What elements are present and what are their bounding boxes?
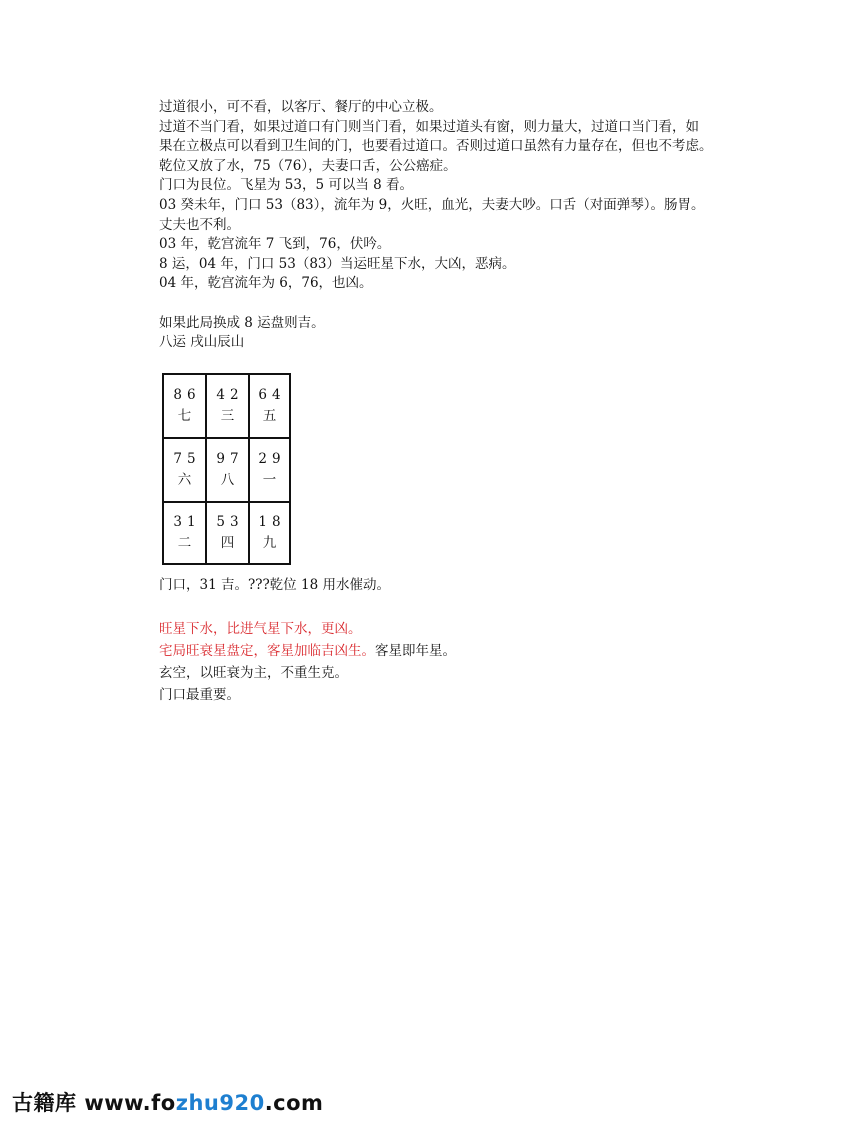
paragraph-line: 8 运，04 年，门口 53（83）当运旺星下水，大凶，恶病。 [159,255,516,272]
cell-palace: 二 [177,535,192,551]
paragraph-line: 03 癸未年，门口 53（83），流年为 9，火旺，血光，夫妻大吵。口舌（对面弹琴）。肠胃。 [159,196,705,213]
cell-palace: 四 [220,535,235,551]
paragraph-line: 丈夫也不利。 [159,216,240,233]
highlight-span: 宅局旺衰星盘定，客星加临吉凶生。 [159,643,375,659]
chart-cell [162,373,205,437]
chart-heading: 八运 戌山辰山 [159,334,245,351]
highlight-line: 旺星下水，比进气星下水，更凶。 [159,621,362,637]
paragraph-line: 门口最重要。 [159,687,240,703]
cell-stars: 64 [258,387,286,403]
url-accent: zhu920 [175,1091,265,1115]
paragraph-line: 03 年，乾宫流年 7 飞到，76，伏吟。 [159,236,391,253]
site-name: 古籍库 [12,1091,77,1115]
cell-palace: 三 [220,408,235,424]
chart-row [162,501,291,565]
paragraph-line: 如果此局换成 8 运盘则吉。 [159,314,325,331]
chart-cell [248,501,291,565]
cell-stars: 31 [173,514,201,530]
url-suffix: .com [264,1091,324,1115]
chart-cell [205,373,248,437]
body-text-bottom [159,574,719,706]
paragraph-line: 门口为艮位。飞星为 53，5 可以当 8 看。 [159,177,414,194]
cell-palace: 九 [262,535,277,551]
blank-line [159,596,719,618]
site-url [84,1091,323,1115]
cell-palace: 一 [262,472,277,488]
chart-cell [248,373,291,437]
paragraph-line: 04 年，乾宫流年为 6，76，也凶。 [159,275,373,292]
chart-cell [205,501,248,565]
chart-row [162,373,291,437]
plain-span: 客星即年星。 [375,643,456,659]
chart-row [162,437,291,501]
url-prefix: www.fo [84,1091,176,1115]
cell-stars: 18 [258,514,286,530]
body-text-top [159,98,719,353]
chart-cell [248,437,291,501]
cell-stars: 97 [216,451,244,467]
cell-palace: 六 [177,472,192,488]
cell-stars: 75 [173,451,201,467]
paragraph-line: 门口，31 吉。???乾位 18 用水催动。 [159,577,390,593]
cell-stars: 29 [258,451,286,467]
cell-palace: 七 [177,408,192,424]
paragraph-line: 过道不当门看，如果过道口有门则当门看，如果过道头有窗，则力量大，过道口当门看，如 [159,118,699,135]
flying-star-chart [162,373,291,565]
chart-cell [162,437,205,501]
cell-stars: 53 [216,514,244,530]
cell-stars: 86 [173,387,201,403]
cell-palace: 五 [262,408,277,424]
cell-palace: 八 [220,472,235,488]
paragraph-line: 果在立极点可以看到卫生间的门，也要看过道口。否则过道口虽然有力量存在，但也不考虑。 [159,138,713,155]
paragraph-line: 玄空，以旺衰为主，不重生克。 [159,665,348,681]
cell-stars: 42 [216,387,244,403]
paragraph-line: 过道很小，可不看，以客厅、餐厅的中心立极。 [159,99,443,115]
blank-line [159,294,719,314]
chart-cell [205,437,248,501]
chart-cell [162,501,205,565]
paragraph-line [159,640,719,662]
paragraph-line: 乾位又放了水，75（76），夫妻口舌，公公癌症。 [159,157,457,174]
site-watermark [12,1087,323,1117]
